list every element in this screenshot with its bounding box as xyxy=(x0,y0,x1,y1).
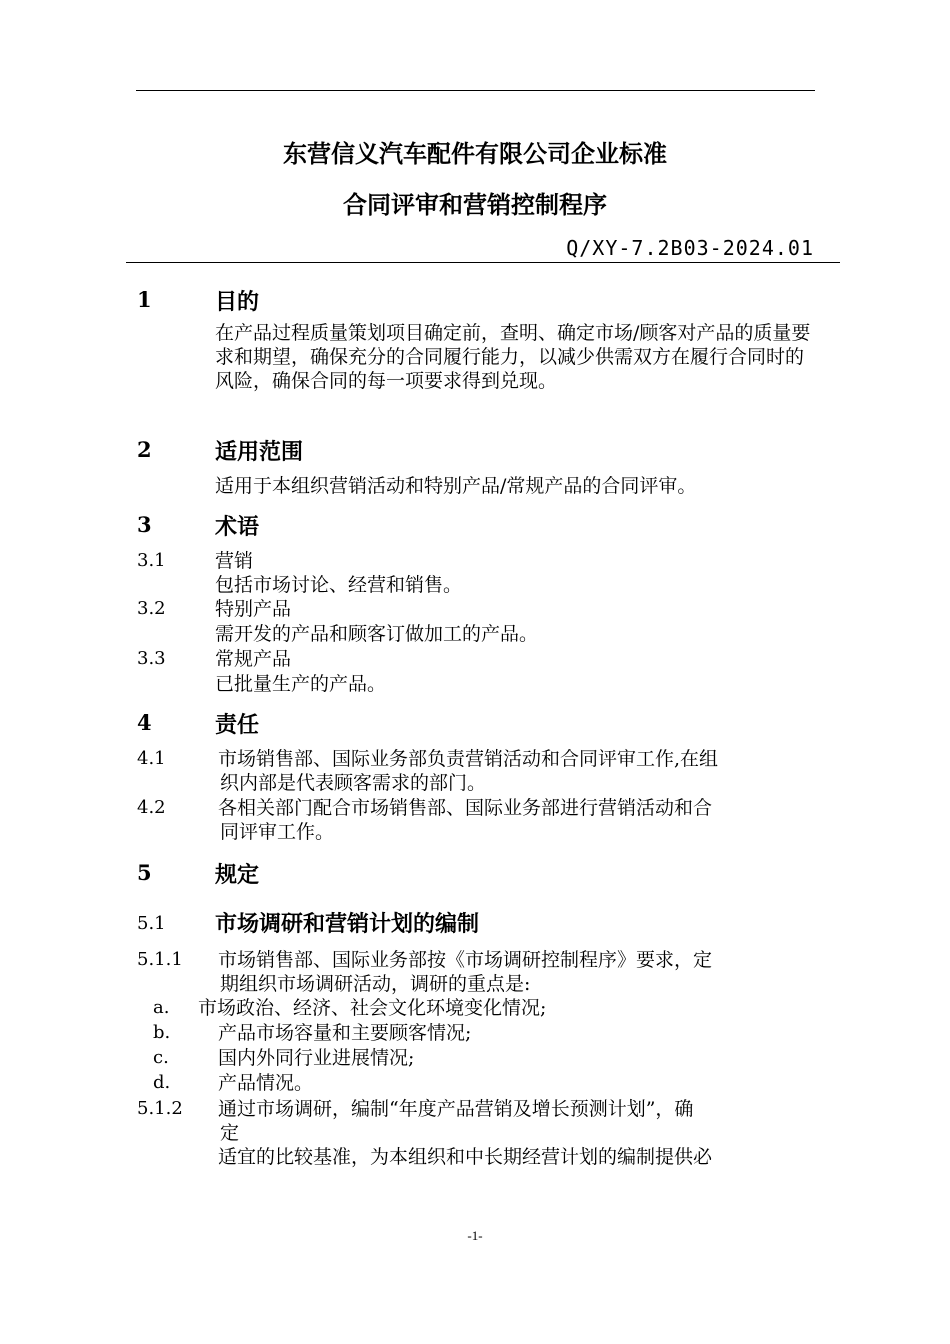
list-item-a-text: 市场政治、经济、社会文化环境变化情况; xyxy=(198,997,547,1019)
company-title: 东营信义汽车配件有限公司企业标准 xyxy=(283,139,667,168)
list-item-c-text: 国内外同行业进展情况; xyxy=(218,1047,415,1069)
list-item-c-label: c. xyxy=(153,1047,169,1068)
clause-5-1-2-line-2: 定 xyxy=(220,1122,240,1144)
resp-4-2-line-2: 同评审工作。 xyxy=(220,821,335,843)
list-item-d-text: 产品情况。 xyxy=(218,1072,314,1094)
list-item-b-text: 产品市场容量和主要顾客情况; xyxy=(218,1022,472,1044)
section-2-number: 2 xyxy=(137,437,152,462)
section-3-title: 术语 xyxy=(215,514,260,540)
resp-4-1-number: 4.1 xyxy=(137,748,166,769)
subsection-5-1-number: 5.1 xyxy=(137,913,166,934)
document-title: 合同评审和营销控制程序 xyxy=(343,190,607,219)
term-3-3-name: 常规产品 xyxy=(215,648,292,670)
clause-5-1-2-line-3: 适宜的比较基准，为本组织和中长期经营计划的编制提供必 xyxy=(218,1146,713,1168)
clause-5-1-1-number: 5.1.1 xyxy=(137,949,183,970)
list-item-a-label: a. xyxy=(153,997,170,1018)
section-5-number: 5 xyxy=(137,860,152,885)
document-number: Q/XY-7.2B03-2024.01 xyxy=(566,236,814,260)
resp-4-1-line-2: 织内部是代表顾客需求的部门。 xyxy=(220,772,487,794)
term-3-1-name: 营销 xyxy=(215,550,254,572)
resp-4-2-line-1: 各相关部门配合市场销售部、国际业务部进行营销活动和合 xyxy=(218,797,713,819)
term-3-3-definition: 已批量生产的产品。 xyxy=(215,673,387,695)
term-3-2-number: 3.2 xyxy=(137,598,166,619)
section-2-body: 适用于本组织营销活动和特别产品/常规产品的合同评审。 xyxy=(215,475,697,497)
section-3-number: 3 xyxy=(137,512,152,537)
resp-4-2-number: 4.2 xyxy=(137,797,166,818)
term-3-2-definition: 需开发的产品和顾客订做加工的产品。 xyxy=(215,623,539,645)
term-3-3-number: 3.3 xyxy=(137,648,166,669)
clause-5-1-2-line-1: 通过市场调研，编制“年度产品营销及增长预测计划”，确 xyxy=(218,1098,694,1120)
section-4-title: 责任 xyxy=(215,712,260,738)
section-1-number: 1 xyxy=(137,287,152,312)
subsection-5-1-title: 市场调研和营销计划的编制 xyxy=(215,911,480,937)
clause-5-1-1-line-1: 市场销售部、国际业务部按《市场调研控制程序》要求，定 xyxy=(218,949,713,971)
term-3-1-definition: 包括市场讨论、经营和销售。 xyxy=(215,574,463,596)
clause-5-1-2-number: 5.1.2 xyxy=(137,1098,183,1119)
list-item-d-label: d. xyxy=(153,1072,171,1093)
clause-5-1-1-line-2: 期组织市场调研活动，调研的重点是: xyxy=(220,973,531,995)
doc-number-rule xyxy=(126,262,840,263)
section-5-title: 规定 xyxy=(215,862,260,888)
list-item-b-label: b. xyxy=(153,1022,171,1043)
page-number: -1- xyxy=(467,1228,483,1243)
section-2-title: 适用范围 xyxy=(215,439,304,465)
resp-4-1-line-1: 市场销售部、国际业务部负责营销活动和合同评审工作,在组 xyxy=(218,748,719,770)
section-1-title: 目的 xyxy=(215,289,260,315)
section-4-number: 4 xyxy=(137,710,152,735)
term-3-2-name: 特别产品 xyxy=(215,598,292,620)
section-1-body: 在产品过程质量策划项目确定前，查明、确定市场/顾客对产品的质量要求和期望，确保充分的合同履行能力，以减少供需双方在履行合同时的风险，确保合同的每一项要求得到兑现。 xyxy=(215,322,811,392)
top-rule xyxy=(136,90,815,91)
term-3-1-number: 3.1 xyxy=(137,550,166,571)
